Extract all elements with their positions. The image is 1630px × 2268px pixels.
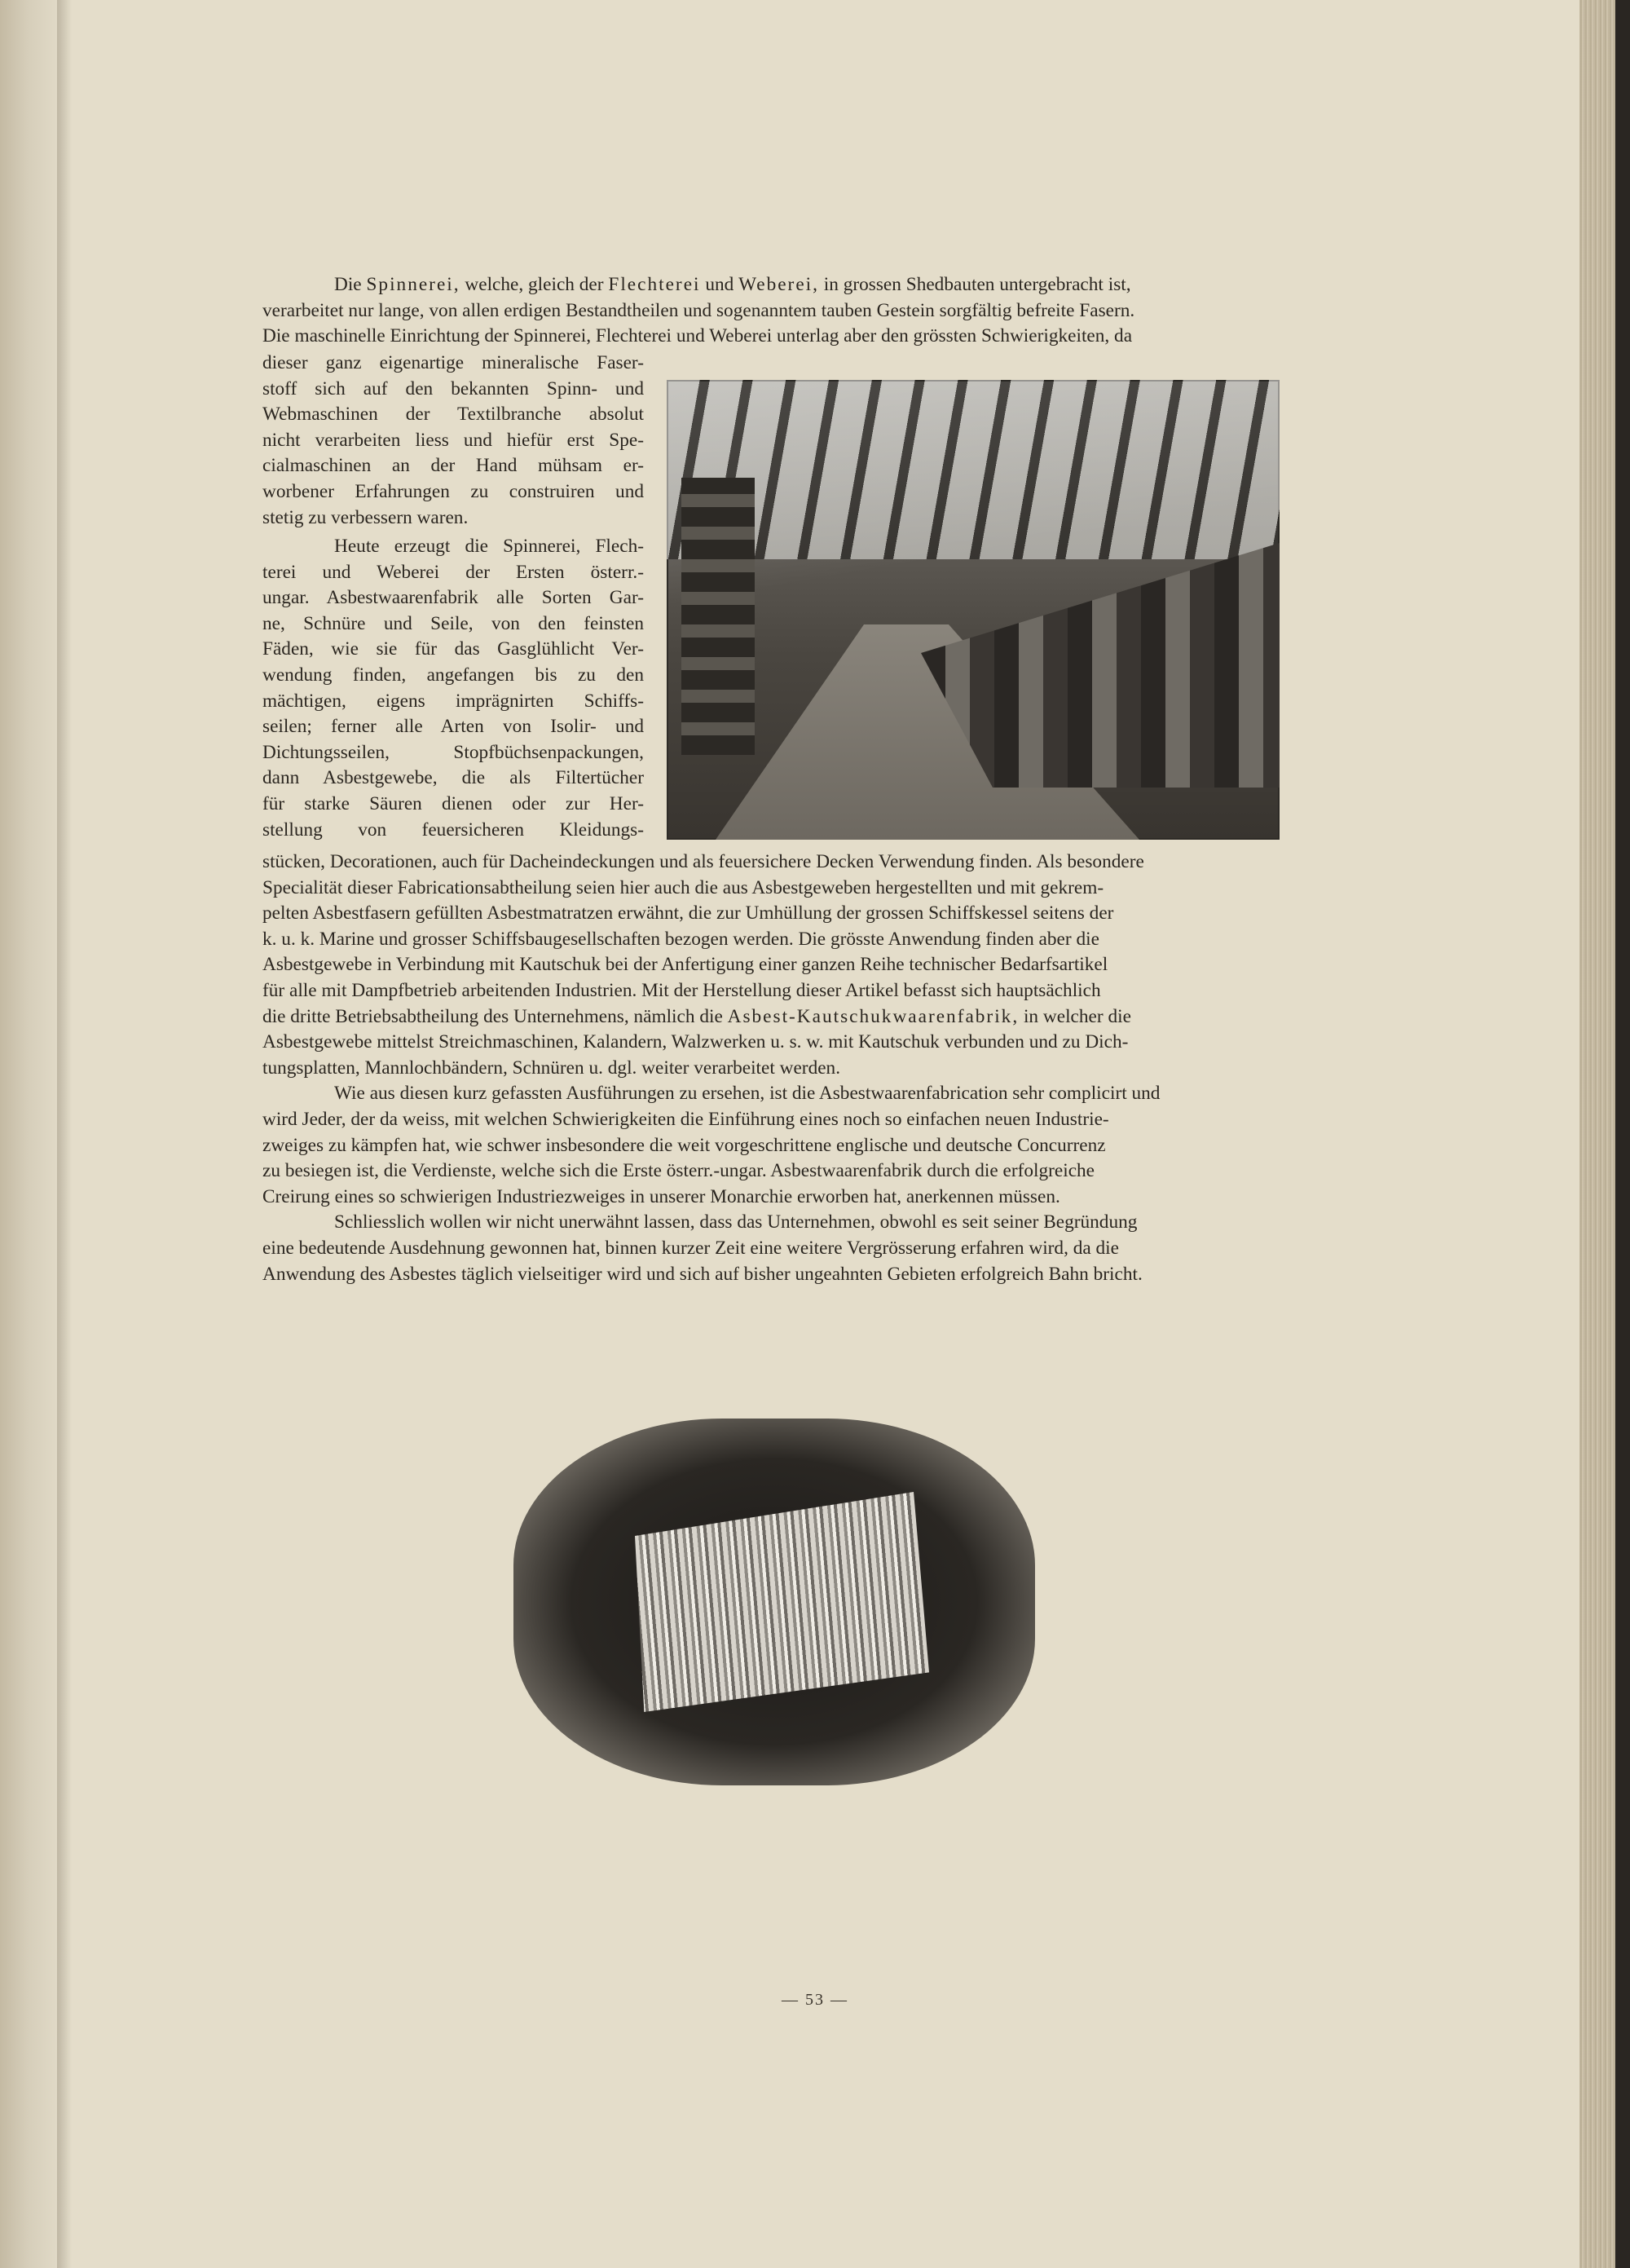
text-line: Die maschinelle Einrichtung der Spinnerei, Flechterei und Weberei unterlag aber den grössten Schwierigkeiten, da: [262, 325, 1133, 347]
text-line: ne, Schnüre und Seile, von den feinsten: [262, 612, 644, 634]
text-line: zweiges zu kämpfen hat, wie schwer insbesondere die weit vorgeschrittene englische und deutsche Concurrenz: [262, 1134, 1106, 1156]
text-line: Fäden, wie sie für das Gasglühlicht Ver-: [262, 638, 644, 660]
text-line: Webmaschinen der Textilbranche absolut: [262, 404, 644, 426]
paragraph-continuation: [262, 849, 1288, 1287]
text-line: verarbeitet nur lange, von allen erdigen Bestandtheilen und sogenanntem tauben Gestein sorgfältig befreite Fasern.: [262, 299, 1135, 321]
text-line: Creirung eines so schwierigen Industriezweiges in unserer Monarchie erworben hat, anerkennen müssen.: [262, 1185, 1060, 1207]
scan-border: [1615, 0, 1630, 2268]
text-line: Die Spinnerei, welche, gleich der Flechterei und Weberei, in grossen Shedbauten untergebracht ist,: [334, 274, 1131, 295]
text-line: stellung von feuersicheren Kleidungs-: [262, 819, 644, 841]
text-line: k. u. k. Marine und grosser Schiffsbaugesellschaften bezogen werden. Die grösste Anwendung finden aber die: [262, 928, 1099, 950]
text-line: stetig zu verbessern waren.: [262, 506, 469, 528]
book-gutter: [57, 0, 72, 2268]
paragraph-intro: [262, 272, 1288, 350]
text-line: Asbestgewebe mittelst Streichmaschinen, Kalandern, Walzwerken u. s. w. mit Kautschuk verbunden und zu Dich-: [262, 1031, 1129, 1053]
text-line: stoff sich auf den bekannten Spinn- und: [262, 377, 644, 399]
text-line: seilen; ferner alle Arten von Isolir- und: [262, 716, 644, 738]
text-line: pelten Asbestfasern gefüllten Asbestmatratzen erwähnt, die zur Umhüllung der grossen Schiffskessel seitens der: [262, 902, 1114, 924]
text-line: Dichtungsseilen, Stopfbüchsenpackungen,: [262, 741, 644, 763]
text-line: für alle mit Dampfbetrieb arbeitenden Industrien. Mit der Herstellung dieser Artikel befasst sich hauptsächlich: [262, 979, 1101, 1001]
text-line: cialmaschinen an der Hand mühsam er-: [262, 455, 644, 477]
text-line: die dritte Betriebsabtheilung des Unternehmens, nämlich die Asbest-Kautschukwaarenfabrik, in welcher die: [262, 1005, 1131, 1027]
text-line: Anwendung des Asbestes täglich vielseitiger wird und sich auf bisher ungeahnten Gebieten erfolgreich Bahn bricht.: [262, 1263, 1143, 1285]
text-line: Asbestgewebe in Verbindung mit Kautschuk bei der Anfertigung einer ganzen Reihe technischer Bedarfsartikel: [262, 954, 1108, 976]
text-line: mächtigen, eigens imprägnirten Schiffs-: [262, 690, 644, 712]
text-line: zu besiegen ist, die Verdienste, welche sich die Erste österr.-ungar. Asbestwaarenfabrik durch die erfolgreiche: [262, 1160, 1095, 1182]
page-number: — 53 —: [782, 1991, 848, 2009]
text-line: Schliesslich wollen wir nicht unerwähnt lassen, dass das Unternehmen, obwohl es seit seiner Begründung: [334, 1211, 1138, 1233]
text-line: wendung finden, angefangen bis zu den: [262, 664, 644, 686]
text-line: Specialität dieser Fabricationsabtheilung seien hier auch die aus Asbestgeweben hergestellten und mit gekrem-: [262, 876, 1104, 898]
paragraph-narrow-1: [262, 351, 644, 531]
text-line: dann Asbestgewebe, die als Filtertücher: [262, 767, 644, 789]
asbestos-specimen-illustration: [513, 1419, 1035, 1785]
text-line: ungar. Asbestwaarenfabrik alle Sorten Gar-: [262, 587, 644, 609]
text-line: nicht verarbeiten liess und hiefür erst Spe-: [262, 429, 644, 451]
asbestos-fiber-rock: [619, 1492, 929, 1712]
text-line: Wie aus diesen kurz gefassten Ausführungen zu ersehen, ist die Asbestwaarenfabrication sehr complicirt und: [334, 1083, 1161, 1105]
text-line: terei und Weberei der Ersten österr.-: [262, 561, 644, 583]
text-line: stücken, Decorationen, auch für Dacheindeckungen und als feuersichere Decken Verwendung finden. Als besondere: [262, 851, 1144, 872]
text-line: tungsplatten, Mannlochbändern, Schnüren u. dgl. weiter verarbeitet werden.: [262, 1057, 841, 1079]
photo-spinning-machines: [921, 543, 1280, 788]
text-line: für starke Säuren dienen oder zur Her-: [262, 792, 644, 814]
photo-roof-structure: [667, 380, 1280, 559]
paragraph-narrow-2: [262, 534, 644, 843]
text-line: Heute erzeugt die Spinnerei, Flech-: [334, 536, 644, 557]
text-line: worbener Erfahrungen zu construiren und: [262, 480, 644, 502]
text-line: eine bedeutende Ausdehnung gewonnen hat, binnen kurzer Zeit eine weitere Vergrösserung erfahren wird, da die: [262, 1237, 1119, 1259]
photo-left-machinery: [681, 478, 755, 755]
text-line: wird Jeder, der da weiss, mit welchen Schwierigkeiten die Einführung eines noch so einfachen neuen Industrie-: [262, 1108, 1109, 1130]
spinning-mill-photograph: [667, 380, 1280, 840]
text-line: dieser ganz eigenartige mineralische Faser-: [262, 352, 644, 373]
